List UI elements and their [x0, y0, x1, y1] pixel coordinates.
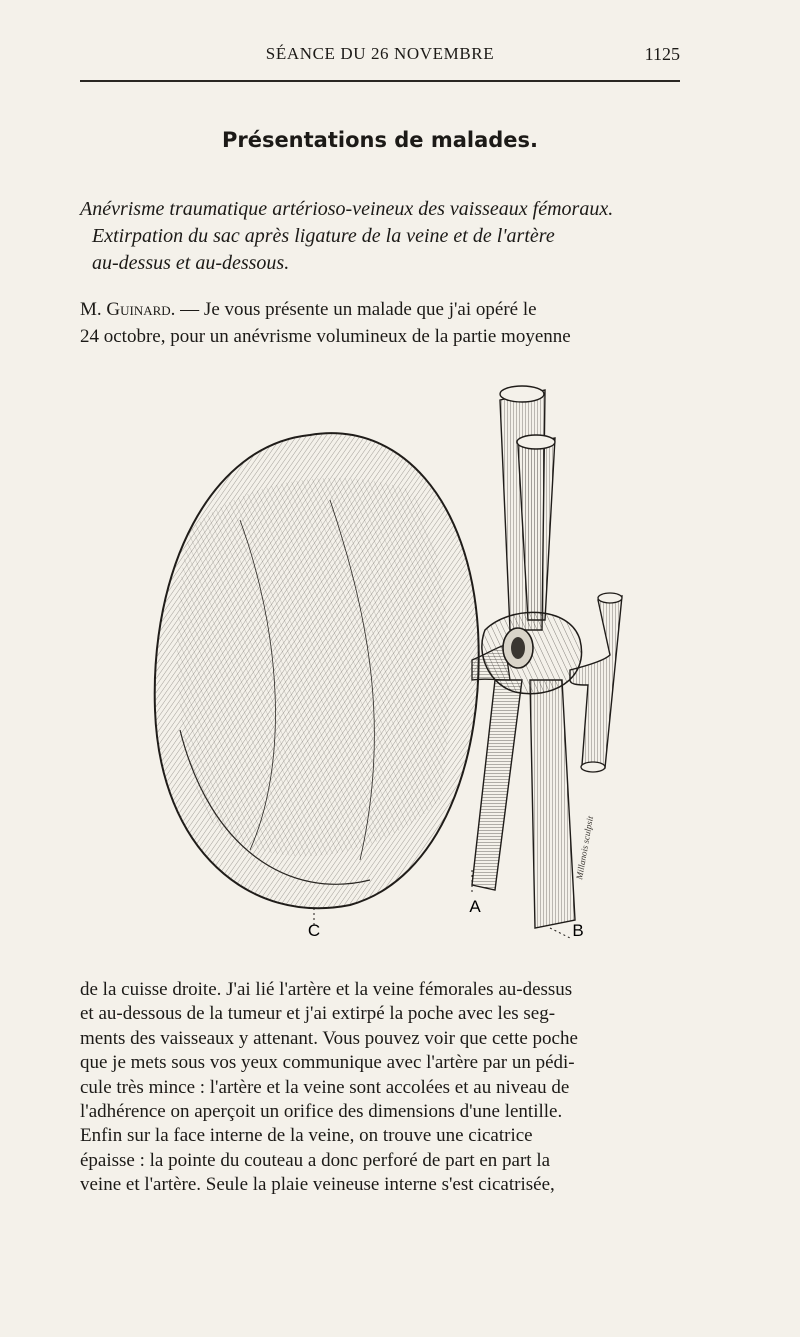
side-branch: [570, 593, 622, 772]
paragraph-line: [80, 296, 680, 323]
opening-paragraph: [80, 296, 680, 350]
speaker-name: M. Guinard.: [80, 299, 176, 320]
subtitle-line: Extirpation du sac après ligature de la veine et de l'artère: [92, 225, 555, 247]
vessel-junction: [482, 612, 582, 693]
running-title: SÉANCE DU 26 NOVEMBRE: [265, 44, 495, 63]
paragraph-line: cule très mince : l'artère et la veine sont accolées et au niveau de: [80, 1076, 570, 1098]
page-header: [80, 44, 680, 74]
paragraph-line: que je mets sous vos yeux communique avec l'artère par un pédi-: [80, 1052, 575, 1074]
paragraph-line: Enfin sur la face interne de la veine, on trouve une cicatrice: [80, 1125, 533, 1147]
engraver-signature: Millanois sculpsit: [574, 815, 596, 881]
section-title: Présentations de malades.: [221, 128, 539, 152]
page-number: 1125: [644, 44, 680, 64]
label-c: C: [307, 921, 321, 940]
aneurysm-sac: [155, 433, 479, 908]
paragraph-line: l'adhérence on aperçoit un orifice des dimensions d'une lentille.: [80, 1101, 563, 1123]
subtitle-line: Anévrisme traumatique artérioso-veineux des vaisseaux fémoraux.: [80, 198, 614, 220]
paragraph-line: de la cuisse droite. J'ai lié l'artère et la veine fémorales au-dessus: [80, 979, 573, 1000]
aneurysm-engraving: [150, 380, 650, 950]
paragraph-text: — Je vous présente un malade que j'ai opéré le: [175, 299, 537, 320]
article-subtitle: [80, 196, 680, 277]
body-paragraph: [80, 978, 680, 1198]
aneurysm-figure: [150, 380, 650, 950]
subtitle-line: au-dessus et au-dessous.: [92, 252, 290, 274]
paragraph-line: 24 octobre, pour un anévrisme volumineux de la partie moyenne: [80, 326, 571, 347]
paragraph-line: veine et l'artère. Seule la plaie veineuse interne s'est cicatrisée,: [80, 1174, 555, 1196]
paragraph-line: ments des vaisseaux y attenant. Vous pouvez voir que cette poche: [80, 1027, 578, 1049]
label-b: B: [572, 921, 584, 940]
paragraph-line: et au-dessous de la tumeur et j'ai extirpé la poche avec les seg-: [80, 1003, 556, 1025]
label-a: A: [469, 897, 481, 916]
paragraph-line: épaisse : la pointe du couteau a donc perforé de part en part la: [80, 1149, 551, 1171]
header-rule: [80, 80, 680, 82]
